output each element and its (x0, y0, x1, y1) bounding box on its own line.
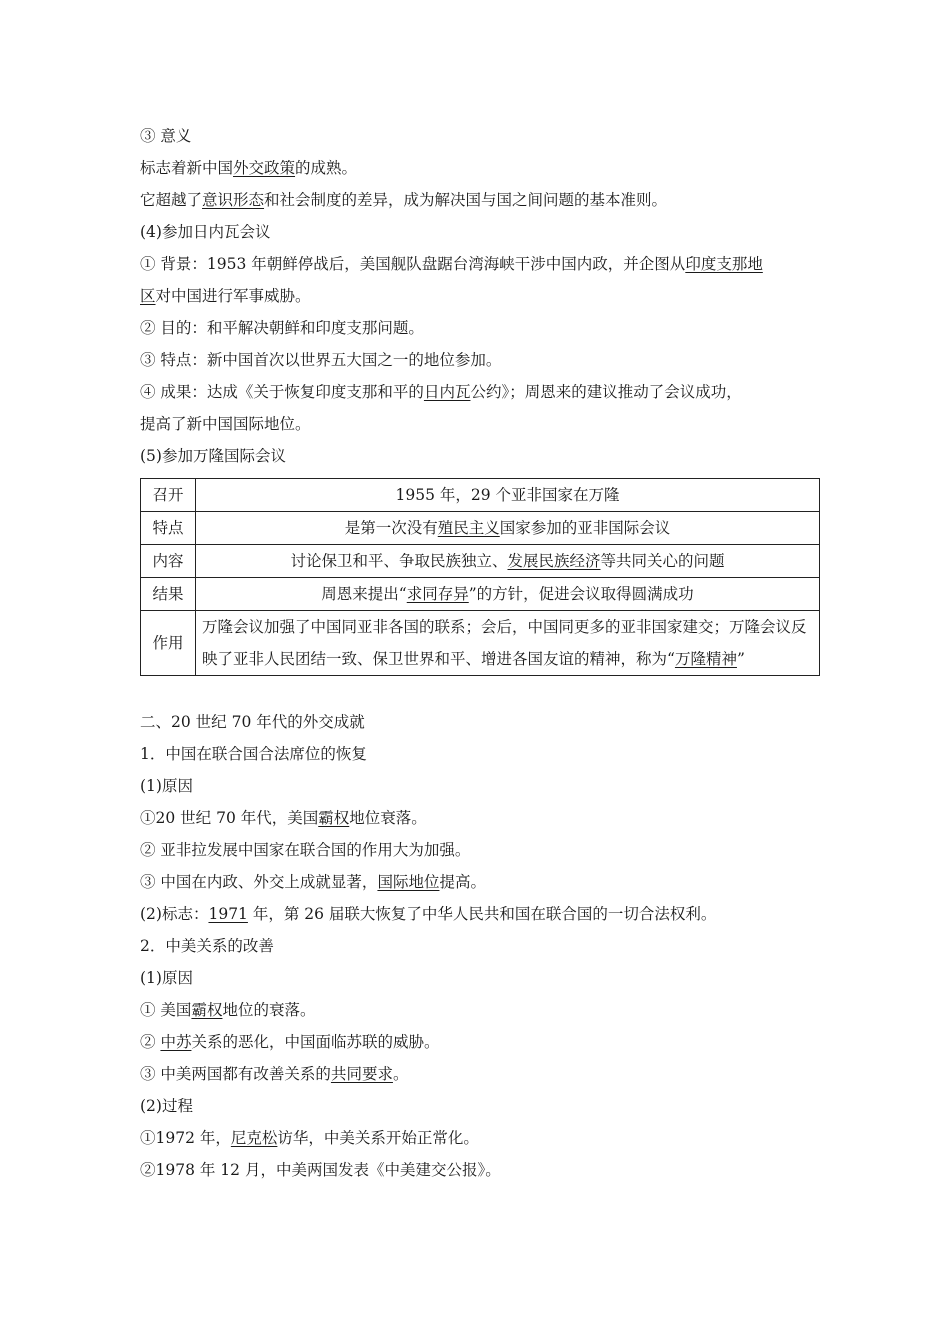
text-line (140, 1058, 820, 1090)
text-line (140, 280, 820, 312)
text-line (140, 994, 820, 1026)
text-line (140, 866, 820, 898)
text-run: ”的方针，促进会议取得圆满成功 (468, 585, 694, 603)
text-run: ② 目的：和平解决朝鲜和印度支那问题。 (140, 319, 424, 337)
text-line (140, 1122, 820, 1154)
bandung-conference-table (140, 478, 820, 676)
underlined-keyword: 殖民主义 (437, 519, 500, 537)
text-line (140, 738, 820, 770)
text-run: (4)参加日内瓦会议 (140, 223, 271, 241)
text-run: (2)过程 (140, 1097, 193, 1115)
underlined-keyword: 尼克松 (230, 1129, 278, 1147)
text-line (140, 184, 820, 216)
text-run: ④ 成果：达成《关于恢复印度支那和平的 (140, 383, 424, 401)
section-diplomacy-1950s (140, 120, 820, 472)
text-line (140, 962, 820, 994)
text-run: ” (736, 650, 745, 668)
row-header: 结果 (141, 578, 196, 611)
text-run: 关系的恶化，中国面临苏联的威胁。 (191, 1033, 440, 1051)
text-line (140, 408, 820, 440)
text-run: 讨论保卫和平、争取民族独立、 (290, 552, 508, 570)
text-run: 地位衰落。 (349, 809, 427, 827)
text-run: ① 美国 (140, 1001, 192, 1019)
row-value (196, 611, 820, 676)
text-run: 提高了新中国国际地位。 (140, 415, 311, 433)
text-run: 标志着新中国 (140, 159, 234, 177)
underlined-keyword: 外交政策 (233, 159, 296, 177)
text-run: ①20 世纪 70 年代，美国 (140, 809, 319, 827)
underlined-keyword: 国际地位 (377, 873, 440, 891)
text-line (140, 1090, 820, 1122)
row-value (196, 578, 820, 611)
text-run: 1955 年，29 个亚非国家在万隆 (395, 486, 620, 504)
text-run: 2．中美关系的改善 (140, 937, 274, 955)
text-run: 地位的衰落。 (222, 1001, 316, 1019)
text-run: 。 (392, 1065, 409, 1083)
text-line (140, 248, 820, 280)
text-run: ② (140, 1033, 161, 1051)
underlined-keyword: 印度支那地 (685, 255, 763, 273)
text-run: 和社会制度的差异，成为解决国与国之间问题的基本准则。 (264, 191, 668, 209)
text-run: 国家参加的亚非国际会议 (499, 519, 671, 537)
text-line (140, 706, 820, 738)
underlined-keyword: 中苏 (160, 1033, 192, 1051)
text-line (140, 1026, 820, 1058)
text-run: 万隆会议加强了中国同亚非各国的联系；会后，中国同更多的亚非国家建交；万隆会议反映了亚非人民团结一致、保卫世界和平、增进各国友谊的精神，称为“ (202, 618, 807, 668)
text-line (140, 834, 820, 866)
row-header: 召开 (141, 479, 196, 512)
table-row (141, 578, 820, 611)
text-run: 1．中国在联合国合法席位的恢复 (140, 745, 367, 763)
text-line (140, 1154, 820, 1186)
text-run: 提高。 (439, 873, 486, 891)
text-run: 它超越了 (140, 191, 203, 209)
text-run: ③ 中国在内政、外交上成就显著， (140, 873, 378, 891)
underlined-keyword: 1971 (208, 905, 248, 923)
text-run: ①1972 年， (140, 1129, 231, 1147)
underlined-keyword: 万隆精神 (674, 650, 737, 668)
row-value (196, 545, 820, 578)
text-run: ③ 意义 (140, 127, 192, 145)
text-line (140, 440, 820, 472)
row-value (196, 479, 820, 512)
text-run: 公约》；周恩来的建议推动了会议成功， (470, 383, 742, 401)
row-header: 内容 (141, 545, 196, 578)
underlined-keyword: 意识形态 (202, 191, 265, 209)
text-run: ① 背景：1953 年朝鲜停战后，美国舰队盘踞台湾海峡干涉中国内政，并企图从 (140, 255, 686, 273)
text-run: (1)原因 (140, 777, 193, 795)
text-run: ② 亚非拉发展中国家在联合国的作用大为加强。 (140, 841, 471, 859)
table-row (141, 512, 820, 545)
text-line (140, 216, 820, 248)
text-run: (1)原因 (140, 969, 193, 987)
table-row (141, 479, 820, 512)
table-row (141, 545, 820, 578)
underlined-keyword: 共同要求 (330, 1065, 393, 1083)
row-header: 特点 (141, 512, 196, 545)
text-line (140, 898, 820, 930)
text-line (140, 344, 820, 376)
underlined-keyword: 日内瓦 (423, 383, 471, 401)
underlined-keyword: 发展民族经济 (507, 552, 601, 570)
text-line (140, 376, 820, 408)
text-run: 二、20 世纪 70 年代的外交成就 (140, 713, 365, 731)
underlined-keyword: 求同存异 (406, 585, 469, 603)
section-diplomacy-1970s (140, 706, 820, 1186)
text-run: 年，第 26 届联大恢复了中华人民共和国在联合国的一切合法权利。 (247, 905, 717, 923)
text-line (140, 312, 820, 344)
text-run: 对中国进行军事威胁。 (155, 287, 311, 305)
text-line (140, 930, 820, 962)
text-run: (2)标志： (140, 905, 209, 923)
text-run: 等共同关心的问题 (600, 552, 725, 570)
text-run: 周恩来提出“ (321, 585, 407, 603)
text-line (140, 770, 820, 802)
text-run: ③ 特点：新中国首次以世界五大国之一的地位参加。 (140, 351, 502, 369)
text-run: ②1978 年 12 月，中美两国发表《中美建交公报》。 (140, 1161, 501, 1179)
text-run: ③ 中美两国都有改善关系的 (140, 1065, 331, 1083)
text-run: 的成熟。 (295, 159, 358, 177)
row-value (196, 512, 820, 545)
text-line (140, 802, 820, 834)
row-header: 作用 (141, 611, 196, 676)
text-line (140, 120, 820, 152)
underlined-keyword: 霸权 (191, 1001, 223, 1019)
underlined-keyword: 霸权 (318, 809, 350, 827)
underlined-keyword: 区 (140, 287, 156, 305)
document-page (140, 120, 820, 1186)
text-run: 是第一次没有 (344, 519, 438, 537)
text-line (140, 152, 820, 184)
text-run: (5)参加万隆国际会议 (140, 447, 286, 465)
text-run: 访华，中美关系开始正常化。 (277, 1129, 479, 1147)
table-row (141, 611, 820, 676)
